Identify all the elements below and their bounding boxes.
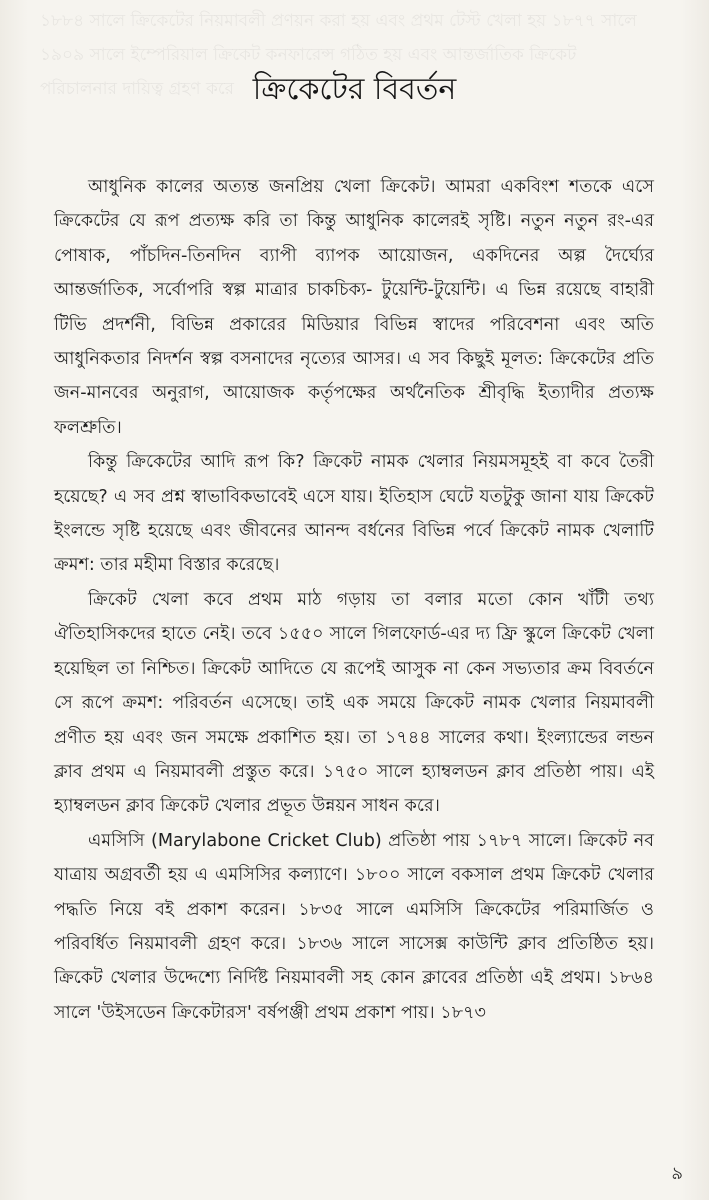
- paragraph-1: আধুনিক কালের অত্যন্ত জনপ্রিয় খেলা ক্রিকেট। আমরা একবিংশ শতকে এসে ক্রিকেটের যে রূপ প্রত্যক্ষ করি তা কিন্তু আধুনিক কালেরই সৃষ্টি। নতুন নতুন রং-এর পোষাক, পাঁচদিন-তিনদিন ব্যাপী ব্যাপক আয়োজন, একদিনের অল্প দৈর্ঘ্যের আন্তর্জাতিক, সর্বোপরি স্বল্প মাত্রার চাকচিক্য- টুয়েন্টি-টুয়েন্টি। এ ভিন্ন রয়েছে বাহারী টিভি প্রদর্শনী, বিভিন্ন প্রকারের মিডিয়ার বিভিন্ন স্বাদের পরিবেশনা এবং অতি আধুনিকতার নিদর্শন স্বল্প বসনাদের নৃত্যের আসর। এ সব কিছুই মূলত: ক্রিকেটের প্রতি জন-মানবের অনুরাগ, আয়োজক কর্তৃপক্ষের অর্থনৈতিক শ্রীবৃদ্ধি ইত্যাদীর প্রত্যক্ষ ফলশ্রুতি।: [54, 177, 654, 438]
- page-number: ৯: [671, 1163, 683, 1184]
- paragraph-2: কিন্তু ক্রিকেটের আদি রূপ কি? ক্রিকেট নামক খেলার নিয়মসমূহই বা কবে তৈরী হয়েছে? এ সব প্রশ্ন স্বাভাবিকভাবেই এসে যায়। ইতিহাস ঘেটে যতটুকু জানা যায় ক্রিকেট ইংলন্ডে সৃষ্টি হয়েছে এবং জীবনের আনন্দ বর্ধনের বিভিন্ন পর্বে ক্রিকেট নামক খেলাটি ক্রমশ: তার মহীমা বিস্তার করেছে।: [54, 452, 654, 576]
- paragraph-4: এমসিসি (Marylabone Cricket Club) প্রতিষ্ঠা পায় ১৭৮৭ সালে। ক্রিকেট নব যাত্রায় অগ্রবর্তী হয় এ এমসিসির কল্যাণে। ১৮০০ সালে বকসাল প্রথম ক্রিকেট খেলার পদ্ধতি নিয়ে বই প্রকাশ করেন। ১৮৩৫ সালে এমসিসি ক্রিকেটের পরিমার্জিত ও পরিবর্ধিত নিয়মাবলী গ্রহণ করে। ১৮৩৬ সালে সাসেক্স কাউন্টি ক্লাব প্রতিষ্ঠিত হয়। ক্রিকেট খেলার উদ্দেশ্যে নির্দিষ্ট নিয়মাবলী সহ কোন ক্লাবের প্রতিষ্ঠা এই প্রথম। ১৮৬৪ সালে 'উইসডেন ক্রিকেটারস' বর্ষপঞ্জী প্রথম প্রকাশ পায়। ১৮৭৩: [54, 830, 654, 1023]
- chapter-body: [54, 170, 654, 1030]
- show-through-bleed: ১৮৮৪ সালে ক্রিকেটের নিয়মাবলী প্রণয়ন করা হয় এবং প্রথম টেস্ট খেলা হয় ১৮৭৭ সালে ১৯০৯ সালে ইম্পেরিয়াল ক্রিকেট কনফারেন্স গঠিত হয় এবং আন্তর্জাতিক ক্রিকেট পরিচালনার দায়িত্ব গ্রহণ করে: [40, 11, 637, 99]
- chapter-title: ক্রিকেটের বিবর্তন: [252, 72, 457, 107]
- paragraph-3: ক্রিকেট খেলা কবে প্রথম মাঠ গড়ায় তা বলার মতো কোন খাঁটী তথ্য ঐতিহাসিকদের হাতে নেই। তবে ১৫৫০ সালে গিলফোর্ড-এর দ্য ফ্রি স্কুলে ক্রিকেট খেলা হয়েছিল তা নিশ্চিত। ক্রিকেট আদিতে যে রূপেই আসুক না কেন সভ্যতার ক্রম বিবর্তনে সে রূপে ক্রমশ: পরিবর্তন এসেছে। তাই এক সময়ে ক্রিকেট নামক খেলার নিয়মাবলী প্রণীত হয় এবং জন সমক্ষে প্রকাশিত হয়। তা ১৭৪৪ সালের কথা। ইংল্যান্ডের লন্ডন ক্লাব প্রথম এ নিয়মাবলী প্রস্তুত করে। ১৭৫০ সালে হ্যাম্বলডন ক্লাব প্রতিষ্ঠা পায়। এই হ্যাম্বলডন ক্লাব ক্রিকেট খেলার প্রভূত উন্নয়ন সাধন করে।: [54, 589, 654, 817]
